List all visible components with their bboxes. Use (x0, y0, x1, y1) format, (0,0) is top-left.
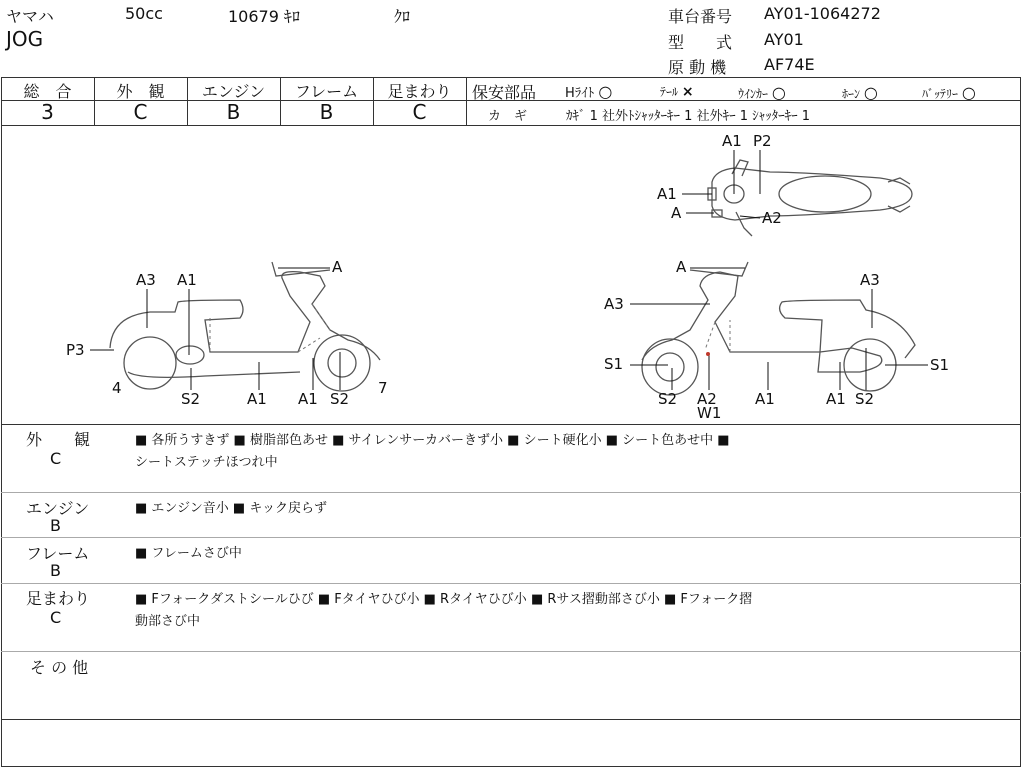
top-label-a1-side: A1 (657, 185, 677, 203)
left-label-a1-bottom: A1 (247, 390, 267, 408)
type-label: 型 式 (668, 33, 733, 52)
scooter-top-view-icon (708, 160, 912, 236)
grade-value-frame: B (319, 100, 334, 124)
left-label-s2-rear: S2 (330, 390, 350, 408)
left-label-a1-rear: A1 (298, 390, 318, 408)
remark-text: ■ エンジン音小 ■ キック戻らず (135, 501, 328, 516)
right-label-a3-rear: A3 (860, 271, 880, 289)
remark-label: エンジン (26, 499, 90, 518)
engine-label: 原 動 機 (668, 58, 727, 77)
remark-label: フレーム (26, 544, 90, 563)
color: ｸﾛ (394, 7, 411, 26)
right-label-a1-bottom: A1 (755, 390, 775, 408)
left-label-s2-front: S2 (181, 390, 201, 408)
remark-text: ■ 各所うすきず ■ 樹脂部色あせ ■ サイレンサーカバーきず小 ■ シート硬化小 ■ シート色あせ中 ■ (135, 433, 730, 448)
remark-text: ■ フレームさび中 (135, 546, 242, 561)
left-label-a1-top: A1 (177, 271, 197, 289)
type-value: AY01 (764, 30, 804, 49)
right-label-a: A (676, 258, 687, 276)
safety-label: 保安部品 (472, 83, 537, 102)
displacement: 50cc (125, 4, 163, 23)
left-label-a3: A3 (136, 271, 156, 289)
right-label-a2: A2 (697, 390, 717, 408)
safety-headlight: Hﾗｲﾄ ○ (565, 82, 613, 101)
grade-value-overall: 3 (41, 100, 54, 124)
grade-value-engine: B (226, 100, 241, 124)
right-label-s2-front: S2 (658, 390, 678, 408)
engine-value: AF74E (764, 55, 815, 74)
remark-grade: B (50, 516, 61, 535)
remark-grade: C (50, 449, 62, 468)
right-label-a3-front: A3 (604, 295, 624, 313)
safety-taillight: ﾃｰﾙ × (660, 84, 694, 100)
remark-text-cont: 動部さび中 (135, 614, 201, 629)
right-label-a1-rear: A1 (826, 390, 846, 408)
top-label-p2: P2 (753, 132, 772, 150)
left-label-4: 4 (112, 379, 122, 397)
left-label-a: A (332, 258, 343, 276)
keys-label: カ ギ (488, 109, 528, 124)
right-label-w1: W1 (697, 404, 722, 422)
left-label-p3: P3 (66, 341, 85, 359)
top-label-a2: A2 (762, 209, 782, 227)
right-label-s2-rear: S2 (855, 390, 875, 408)
remark-label: 足まわり (26, 589, 91, 608)
safety-winker: ｳｲﾝｶｰ ○ (738, 83, 786, 102)
grade-value-suspension: C (412, 100, 427, 124)
damage-mark-icon (706, 352, 710, 356)
grade-header-suspension: 足まわり (387, 82, 452, 101)
safety-horn: ﾎｰﾝ ○ (842, 83, 878, 102)
top-label-a: A (671, 204, 682, 222)
grade-header-frame: フレーム (294, 82, 359, 101)
maker: ヤマハ (6, 7, 54, 26)
grade-header-overall: 総 合 (23, 82, 72, 101)
safety-battery: ﾊﾞｯﾃﾘｰ ○ (922, 83, 976, 102)
keys-value: ｶｷﾞ 1 社外ﾄｼｬｯﾀｰｷｰ 1 社外ｷｰ 1 ｼｬｯﾀｰｷｰ 1 (566, 109, 811, 124)
remark-grade: B (50, 561, 61, 580)
grade-value-exterior: C (133, 100, 148, 124)
model-name: JOG (6, 27, 44, 51)
damage-diagram (0, 126, 1024, 424)
remark-grade: C (50, 608, 62, 627)
remark-text: ■ Fフォークダストシールひび ■ Fタイヤひび小 ■ Rタイヤひび小 ■ Rサス摺動部さび小 ■ Fフォーク摺 (135, 592, 753, 607)
left-label-7: 7 (378, 379, 388, 397)
remark-text-cont: シートステッチほつれ中 (135, 455, 278, 470)
mileage: 10679 ｷﾛ (228, 7, 300, 26)
right-label-s1-rear: S1 (930, 356, 950, 374)
right-label-s1-front: S1 (604, 355, 624, 373)
grade-header-engine: エンジン (201, 82, 266, 101)
grade-header-exterior: 外 観 (116, 82, 165, 101)
chassis-label: 車台番号 (668, 7, 733, 26)
remark-label: そ の 他 (30, 658, 89, 677)
remark-label: 外 観 (26, 430, 91, 449)
chassis-value: AY01-1064272 (764, 4, 881, 23)
top-label-a1: A1 (722, 132, 742, 150)
